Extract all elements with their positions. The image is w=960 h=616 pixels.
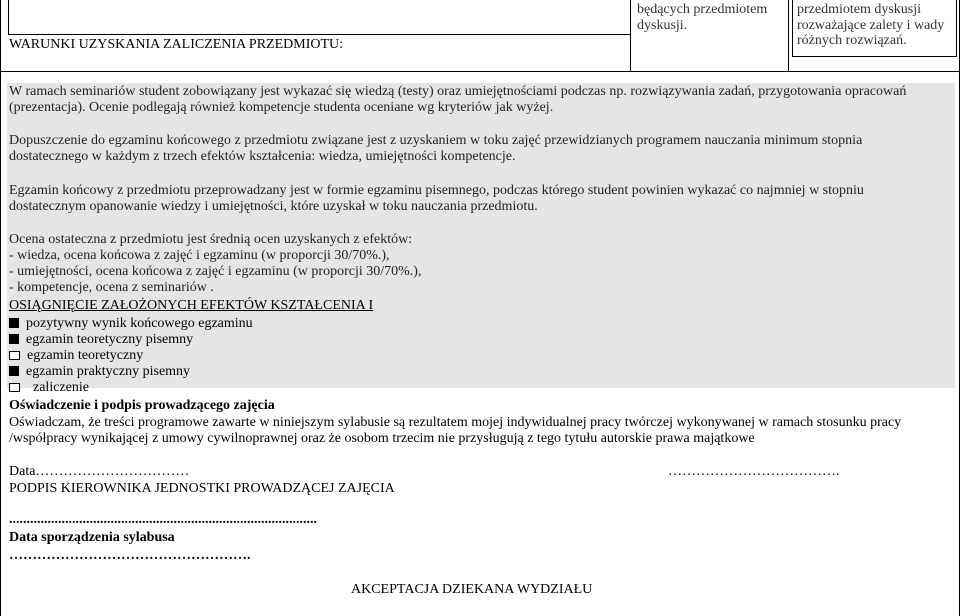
empty-square-icon [9,383,20,392]
paragraph-4-line-4: - kompetencje, ocena z seminariów . [9,280,214,295]
date-label: Data…………………………… [9,464,190,479]
empty-box [8,0,631,35]
criteria-text-3 [797,2,944,49]
effect-item [9,348,143,364]
conditions-body [0,71,960,616]
criteria-2-line-2: dyskusji. [637,17,688,33]
paragraph-3-line-2: dostatecznym opanowanie wiedzy i umiejętności, które uzyskał w toku nauczania przedmiotu. [9,199,538,214]
empty-square-icon [9,351,20,360]
signature-dots: ………………………………. [668,464,840,479]
paragraph-2-line-1: Dopuszczenie do egzaminu końcowego z przedmiotu związane jest z uzyskaniem w toku zajęć przewidzianych programem nauczania minimum stopnia [9,133,863,148]
paragraph-3-line-1: Egzamin końcowy z przedmiotu przeprowadzany jest w formie egzaminu pisemnego, podczas którego student powinien wykazać co najmniej w stopniu [9,183,864,198]
effect-item [9,316,253,332]
effect-item-label: egzamin teoretyczny [27,348,144,363]
criteria-2-line-1: będących przedmiotem [637,2,768,17]
effect-item-label: zaliczenie [33,380,89,395]
conditions-cell [0,0,631,71]
effect-item [9,364,190,380]
criteria-cell-2 [631,0,789,71]
criteria-3-line-3: różnych rozwiązań. [797,33,907,48]
effect-item-label: pozytywny wynik końcowego egzaminu [26,316,253,331]
head-signature-label: PODPIS KIEROWNIKA JEDNOSTKI PROWADZĄCEJ ZAJĘCIA [9,481,395,496]
syllabus-date-label: Data sporządzenia sylabusa [9,530,175,545]
criteria-3-line-2: rozważające zalety i wady [797,17,945,33]
criteria-cell-3 [789,0,960,71]
effect-item-label: egzamin praktyczny pisemny [26,364,191,379]
paragraph-1-line-1: W ramach seminariów student zobowiązany jest wykazać się wiedzą (testy) oraz umiejętnościami podczas np. rozwiązywania zadań, przygotowania opracowań [9,84,907,99]
head-signature-dots: ........................................................................................ [9,512,317,527]
dean-acceptance: AKCEPTACJA DZIEKANA WYDZIAŁU [351,582,593,597]
paragraph-4-line-2: - wiedza, ocena końcowa z zajęć i egzaminu (w proporcji 30/70%.), [9,248,390,263]
declaration-line-1: Oświadczam, że treści programowe zawarte w niniejszym sylabusie są rezultatem mojej indywidualnej pracy twórczej wykonywanej w ramach stosunku pracy [9,415,902,430]
effect-item [9,380,89,396]
paragraph-2-line-2: dostatecznego w każdym z trzech efektów kształcenia: wiedza, umiejętności kompetencje. [9,149,516,164]
effects-heading: OSIĄGNIĘCIE ZAŁOŻONYCH EFEKTÓW KSZTAŁCENIA I [9,298,374,313]
criteria-text-2 [637,2,767,33]
header-table [0,0,960,71]
paragraph-4-line-3: - umiejętności, ocena końcowa z zajęć i egzaminu (w proporcji 30/70%.), [9,264,422,279]
checked-square-icon [9,334,19,344]
checked-square-icon [9,366,19,376]
criteria-3-line-1: przedmiotem dyskusji [797,2,922,17]
effect-item-label: egzamin teoretyczny pisemny [26,332,194,347]
paragraph-4-line-1: Ocena ostateczna z przedmiotu jest średnią ocen uzyskanych z efektów: [9,232,413,247]
declaration-line-2: /współpracy wynikającej z umowy cywilnoprawnej oraz że osobom trzecim nie przysługują z tego tytułu autorskie prawa majątkowe [9,431,755,446]
checked-square-icon [9,318,19,328]
effect-item [9,332,193,348]
section-title: WARUNKI UZYSKANIA ZALICZENIA PRZEDMIOTU: [9,37,344,52]
syllabus-date-dots: ……………………………………………. [9,548,251,563]
paragraph-1-line-2: (prezentacja). Ocenie podlegają również kompetencje studenta oceniane wg kryteriów jak wyżej. [9,100,554,115]
declaration-heading: Oświadczenie i podpis prowadzącego zajęcia [9,398,275,413]
